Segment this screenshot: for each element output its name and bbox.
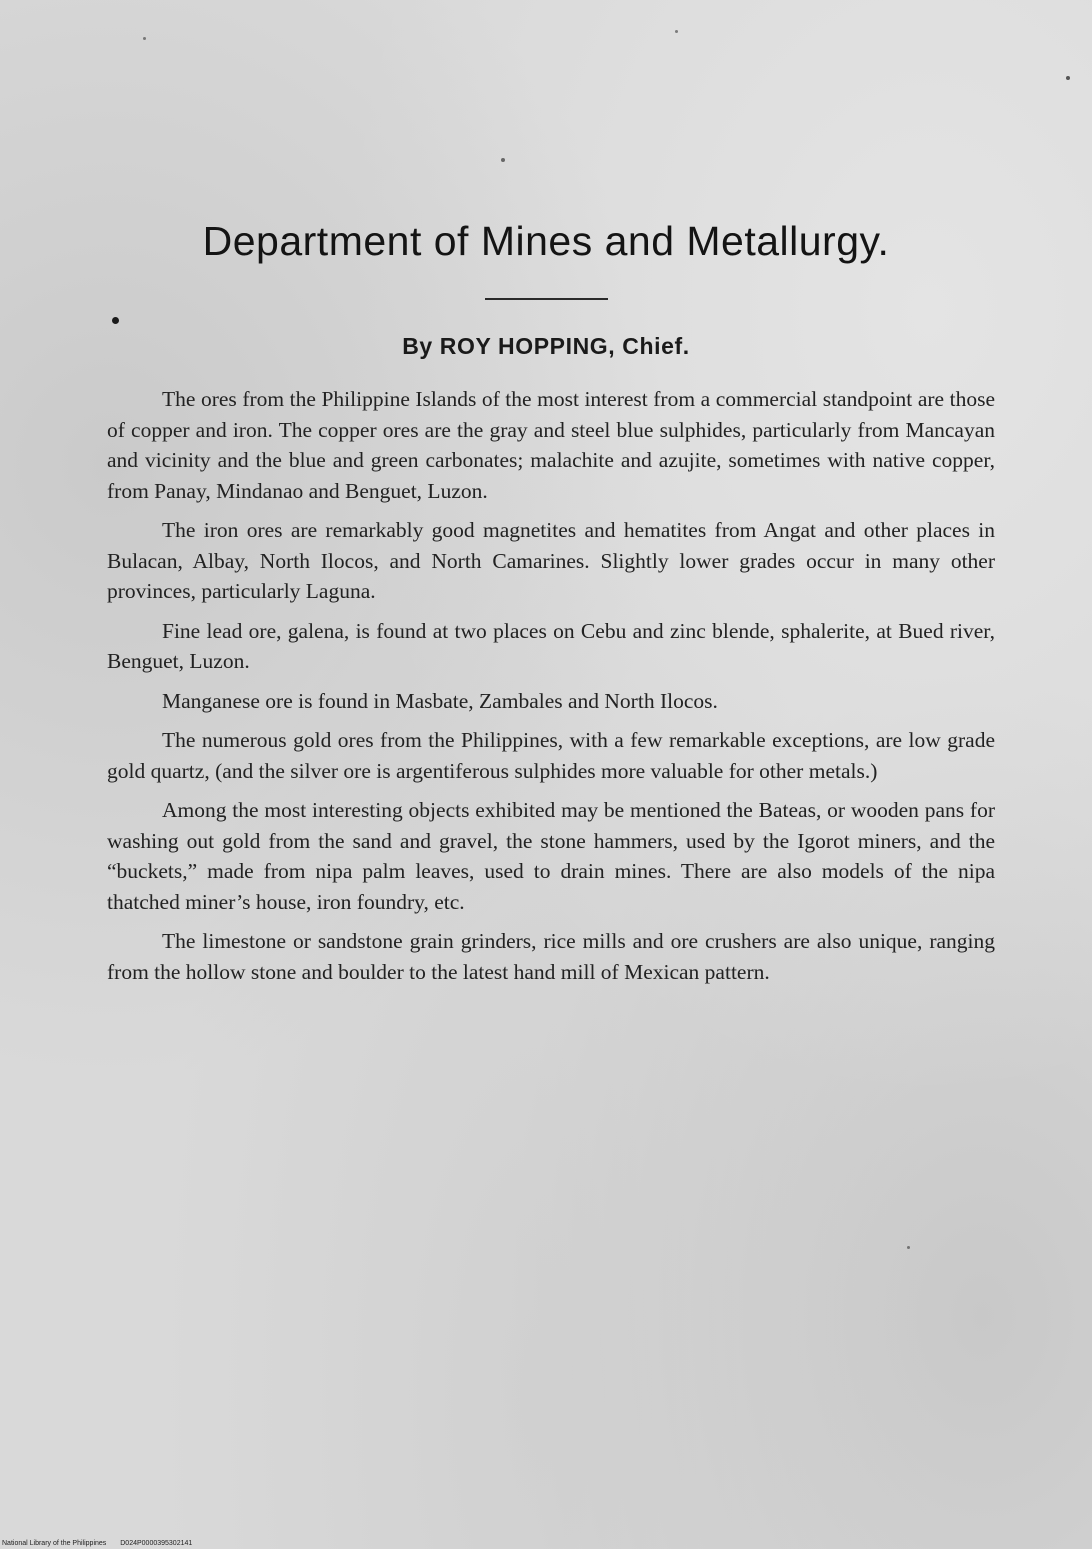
scan-speck bbox=[907, 1246, 910, 1249]
byline: By ROY HOPPING, Chief. bbox=[402, 333, 690, 359]
page-title: Department of Mines and Metallurgy. bbox=[202, 218, 890, 264]
scan-speck bbox=[501, 158, 505, 162]
scan-speck bbox=[112, 317, 119, 324]
paragraph-copper-ores: The ores from the Philippine Islands of the most interest from a commercial standpoint are those of copper and iron. The copper ores are the gray and steel blue sulphides, particularly from Mancayan and vicinity and the blue and green carbonates; malachite and azujite, sometimes with native copper, from Panay, Mindanao and Benguet, Luzon. bbox=[107, 387, 995, 503]
library-stamp bbox=[2, 1540, 192, 1547]
paragraph-grinders: The limestone or sandstone grain grinders, rice mills and ore crushers are also unique, ranging from the hollow stone and boulder to the latest hand mill of Mexican pattern. bbox=[107, 929, 995, 984]
scan-speck bbox=[1066, 76, 1070, 80]
paragraph-lead-zinc: Fine lead ore, galena, is found at two places on Cebu and zinc blende, sphalerite, at Bued river, Benguet, Luzon. bbox=[107, 618, 995, 673]
paragraph-gold-ores: The numerous gold ores from the Philippines, with a few remarkable exceptions, are low grade gold quartz, (and the silver ore is argentiferous sulphides more valuable for other metals.) bbox=[107, 728, 995, 783]
scan-speck bbox=[675, 30, 678, 33]
record-id: D024P0000395302141 bbox=[120, 1540, 193, 1547]
scan-speck bbox=[143, 37, 146, 40]
article-body bbox=[107, 384, 995, 996]
title-divider bbox=[485, 298, 608, 300]
paragraph-exhibits: Among the most interesting objects exhibited may be mentioned the Bateas, or wooden pans for washing out gold from the sand and gravel, the stone hammers, used by the Igorot miners, and the “buckets,” made from nipa palm leaves, used to drain mines. There are also models of the nipa thatched miner’s house, iron foundry, etc. bbox=[107, 798, 995, 914]
library-name: National Library of the Philippines bbox=[2, 1540, 107, 1547]
paragraph-iron-ores: The iron ores are remarkably good magnetites and hematites from Angat and other places in Bulacan, Albay, North Ilocos, and North Camarines. Slightly lower grades occur in many other provinces, particularly Laguna. bbox=[107, 518, 995, 603]
paragraph-manganese: Manganese ore is found in Masbate, Zambales and North Ilocos. bbox=[162, 688, 718, 713]
